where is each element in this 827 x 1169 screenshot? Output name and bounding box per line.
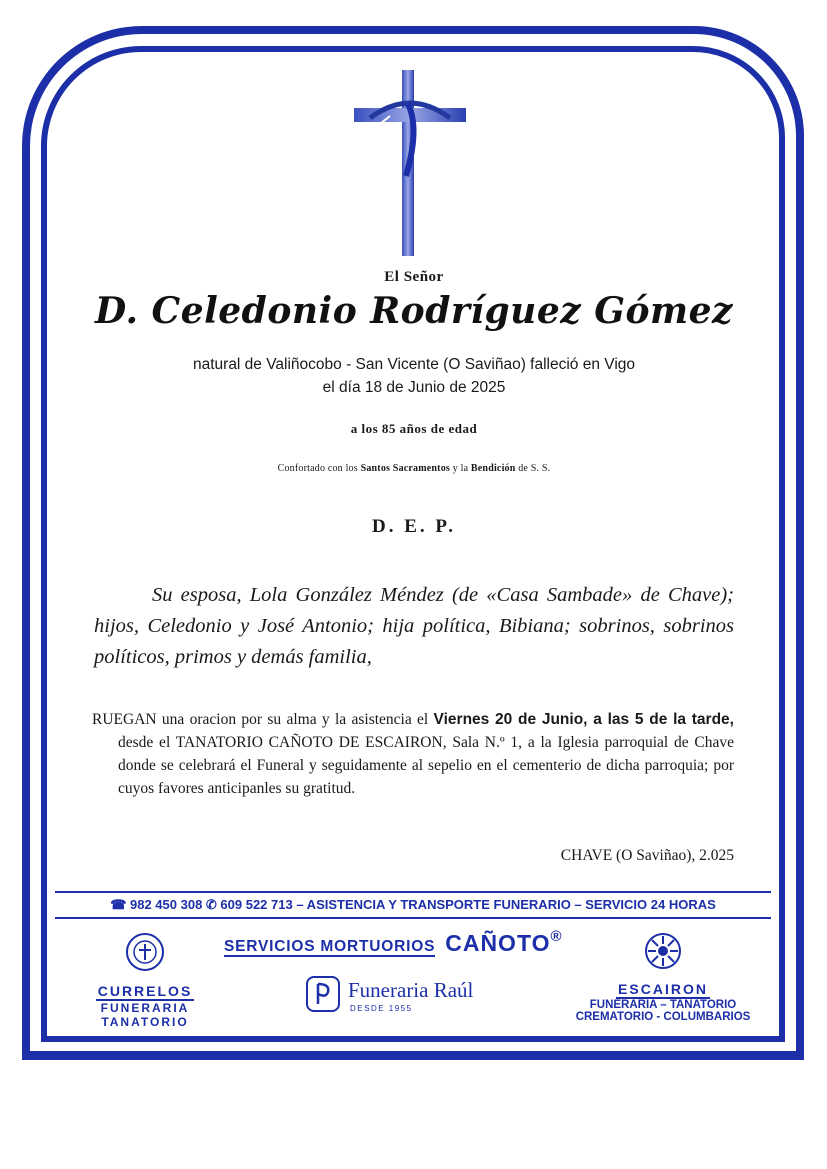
currelos-line2: TANATORIO xyxy=(101,1015,189,1029)
dep-heading: D. E. P. xyxy=(371,516,456,537)
escairon-logo xyxy=(563,932,763,1023)
date-line: el día 18 de Junio de 2025 xyxy=(322,379,506,396)
origin-line: natural de Valiñocobo - San Vicente (O Saviñao) falleció en Vigo xyxy=(192,356,636,373)
ruegan-paragraph xyxy=(92,708,734,800)
seal-icon xyxy=(125,932,165,972)
sacraments-text-1: Confortado con los xyxy=(277,463,361,474)
footer-rule-top xyxy=(55,891,771,893)
raul-logo-icon xyxy=(306,976,340,1012)
ruegan-text-1: RUEGAN una oracion por su alma y la asistencia el xyxy=(92,711,434,728)
contact-bar: ☎ 982 450 308 ✆ 609 522 713 – ASISTENCIA Y TRANSPORTE FUNERARIO – SERVICIO 24 HORAS xyxy=(110,897,716,912)
family-paragraph: Su esposa, Lola González Méndez (de «Casa Sambade» de Chave); hijos, Celedonio y José Antonio; hija política, Bibiana; sobrinos, sobrinos políticos, primos y demás familia, xyxy=(94,584,734,668)
funeraria-raul-logo xyxy=(306,976,486,1016)
registered-mark: ® xyxy=(550,928,562,945)
escairon-line2: CREMATORIO - COLUMBARIOS xyxy=(575,1011,751,1023)
sacraments-text-3: de S. S. xyxy=(515,463,551,474)
ruegan-text-2: desde el TANATORIO CAÑOTO DE ESCAIRON, Sala N.º 1, a la Iglesia parroquial de Chave donde se celebrará el Funeral y seguidamente al sepelio en el cementerio de dicha parroquia; por cuyos favores anticipanles su gratitud. xyxy=(118,734,734,797)
sacraments-line xyxy=(60,463,768,474)
servicios-banner xyxy=(224,928,562,957)
currelos-logo xyxy=(80,932,210,1029)
currelos-title: CURRELOS xyxy=(97,983,193,999)
sacraments-bold-2: Bendición xyxy=(470,463,516,474)
age-line: a los 85 años de edad xyxy=(350,421,478,436)
servicios-label: SERVICIOS MORTUORIOS xyxy=(224,938,436,955)
sacraments-text-2: y la xyxy=(450,463,471,474)
escairon-title: ESCAIRON xyxy=(618,981,708,997)
title-prefix: El Señor xyxy=(384,269,444,285)
deceased-name: D. Celedonio Rodríguez Gómez xyxy=(95,290,733,332)
sunflower-icon xyxy=(644,932,682,970)
place-date: CHAVE (O Saviñao), 2.025 xyxy=(560,847,734,864)
raul-name: Funeraria Raúl xyxy=(348,978,474,1002)
raul-since: DESDE 1955 xyxy=(350,1004,413,1013)
cross-icon xyxy=(350,68,470,260)
sacraments-bold-1: Santos Sacramentos xyxy=(360,463,450,474)
currelos-line1: FUNERARIA xyxy=(100,1001,190,1015)
ruegan-date-time: Viernes 20 de Junio, a las 5 de la tarde, xyxy=(433,711,734,728)
footer-rule-bottom xyxy=(55,917,771,919)
escairon-line1: FUNERARIA – TANATORIO xyxy=(589,999,737,1011)
servicios-brand: CAÑOTO xyxy=(445,930,551,956)
